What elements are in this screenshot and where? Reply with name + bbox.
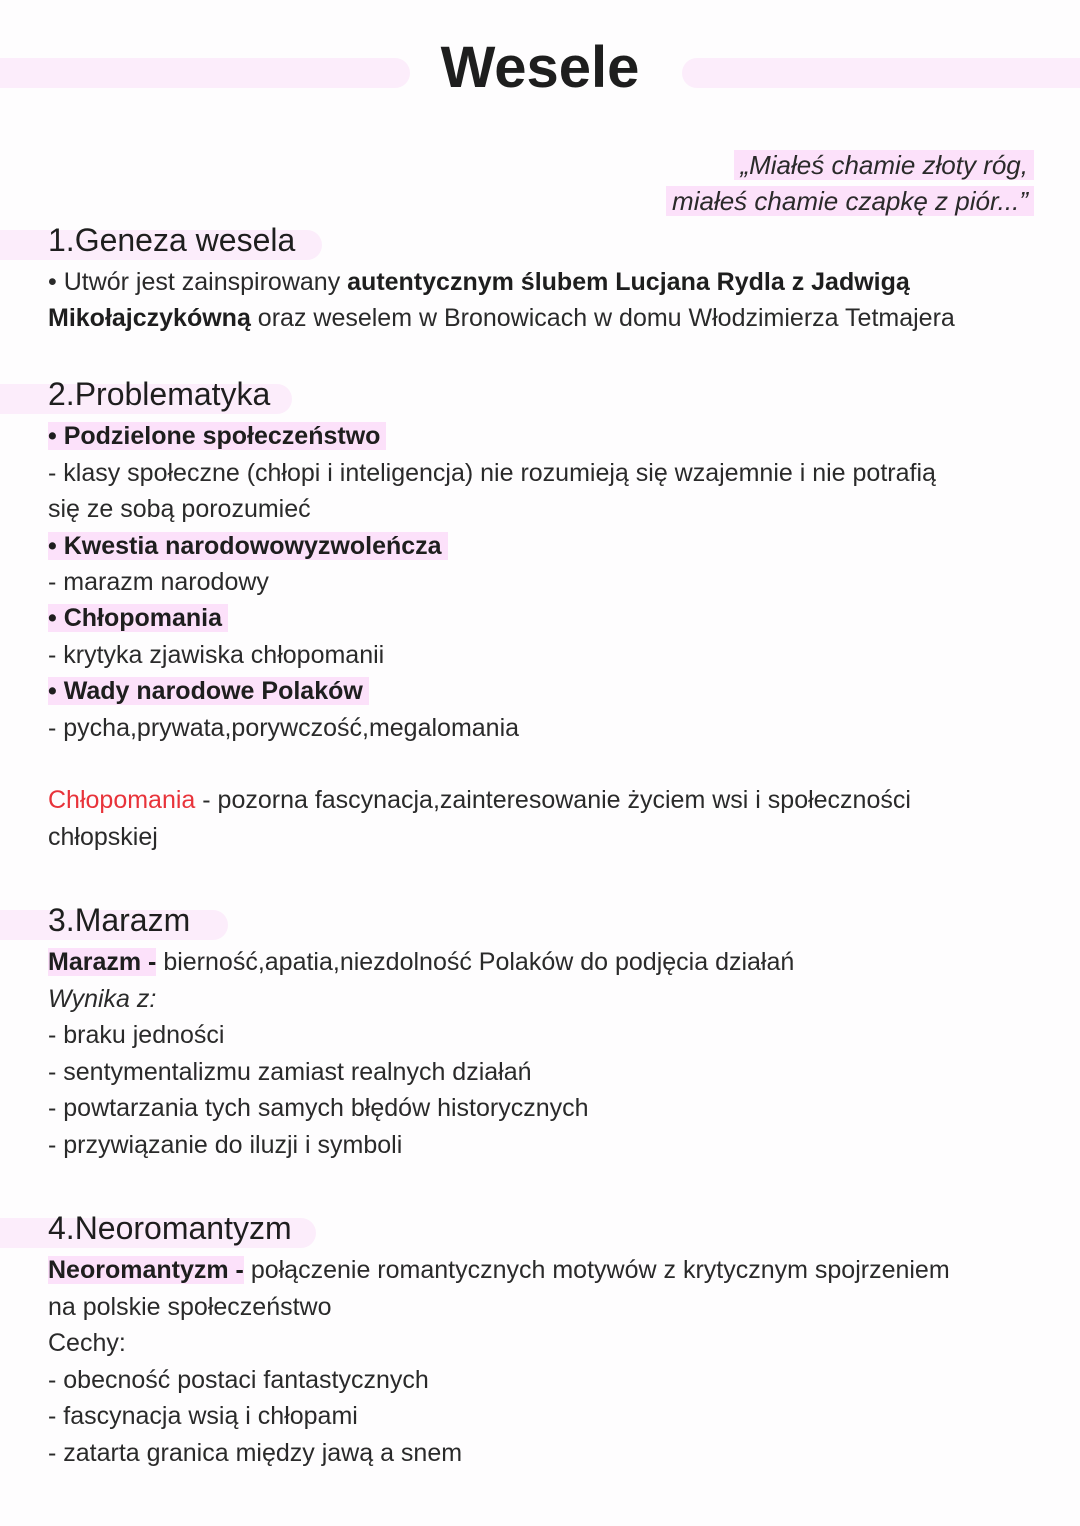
neoromantyzm-feature: - zatarta granica między jawą a snem bbox=[48, 1439, 463, 1467]
problem-item-label bbox=[48, 673, 369, 710]
marazm-cause: - powtarzania tych samych błędów historycznych bbox=[48, 1094, 589, 1122]
problem-item-label bbox=[48, 528, 448, 565]
highlighted-label: • Podzielone społeczeństwo bbox=[48, 422, 386, 450]
definition-neoromantyzm bbox=[48, 1252, 950, 1289]
problem-item-desc: - pycha,prywata,porywczość,megalomania bbox=[48, 714, 520, 742]
neoromantyzm-feature: - obecność postaci fantastycznych bbox=[48, 1366, 429, 1394]
epigraph-quote bbox=[666, 147, 1034, 219]
highlighted-label: • Chłopomania bbox=[48, 604, 228, 632]
quote-line-2: miałeś chamie czapkę z piór...” bbox=[666, 186, 1034, 216]
problem-item-desc: - klasy społeczne (chłopi i inteligencja) nie rozumieją się wzajemnie i nie potrafią bbox=[48, 459, 936, 487]
section-heading: 1.Geneza wesela bbox=[48, 222, 296, 258]
page-title: Wesele bbox=[440, 35, 640, 100]
section-heading: 2.Problematyka bbox=[48, 376, 271, 412]
highlighted-label: • Kwestia narodowowyzwoleńcza bbox=[48, 532, 448, 560]
definition-text: bierność,apatia,niezdolność Polaków do podjęcia działań bbox=[156, 948, 795, 976]
definition-neoromantyzm-cont: na polskie społeczeństwo bbox=[48, 1293, 332, 1321]
problem-item-desc: się ze sobą porozumieć bbox=[48, 495, 311, 523]
definition-term: Chłopomania bbox=[48, 786, 196, 814]
text-bold: Mikołajczykówną bbox=[48, 304, 251, 332]
section-heading: 3.Marazm bbox=[48, 902, 191, 938]
definition-text: - pozorna fascynacja,zainteresowanie życiem wsi i społeczności bbox=[195, 786, 911, 814]
definition-text: połączenie romantycznych motywów z krytycznym spojrzeniem bbox=[243, 1256, 950, 1284]
problem-item-desc: - marazm narodowy bbox=[48, 568, 269, 596]
problem-item-label bbox=[48, 418, 386, 455]
geneza-line-1 bbox=[48, 264, 910, 301]
definition-term: Neoromantyzm - bbox=[48, 1256, 244, 1284]
text-plain: oraz weselem w Bronowicach w domu Włodzimierza Tetmajera bbox=[250, 304, 955, 332]
text-bold: autentycznym ślubem Lucjana Rydla z Jadwigą bbox=[347, 268, 910, 296]
definition-term: Marazm - bbox=[48, 948, 157, 976]
marazm-cause: - sentymentalizmu zamiast realnych działań bbox=[48, 1058, 532, 1086]
neoromantyzm-subheading: Cechy: bbox=[48, 1329, 126, 1357]
quote-line-1: „Miałeś chamie złoty róg, bbox=[734, 150, 1034, 180]
problem-item-label bbox=[48, 600, 228, 637]
marazm-subheading: Wynika z: bbox=[48, 985, 157, 1013]
problem-item-desc: - krytyka zjawiska chłopomanii bbox=[48, 641, 385, 669]
section-heading: 4.Neoromantyzm bbox=[48, 1210, 292, 1246]
definition-chlopomania-cont: chłopskiej bbox=[48, 823, 158, 851]
marazm-cause: - braku jedności bbox=[48, 1021, 225, 1049]
geneza-line-2 bbox=[48, 300, 955, 337]
definition-chlopomania bbox=[48, 782, 911, 819]
marazm-cause: - przywiązanie do iluzji i symboli bbox=[48, 1131, 403, 1159]
definition-marazm bbox=[48, 944, 794, 981]
highlighted-label: • Wady narodowe Polaków bbox=[48, 677, 369, 705]
neoromantyzm-feature: - fascynacja wsią i chłopami bbox=[48, 1402, 358, 1430]
text-plain: • Utwór jest zainspirowany bbox=[48, 268, 348, 296]
